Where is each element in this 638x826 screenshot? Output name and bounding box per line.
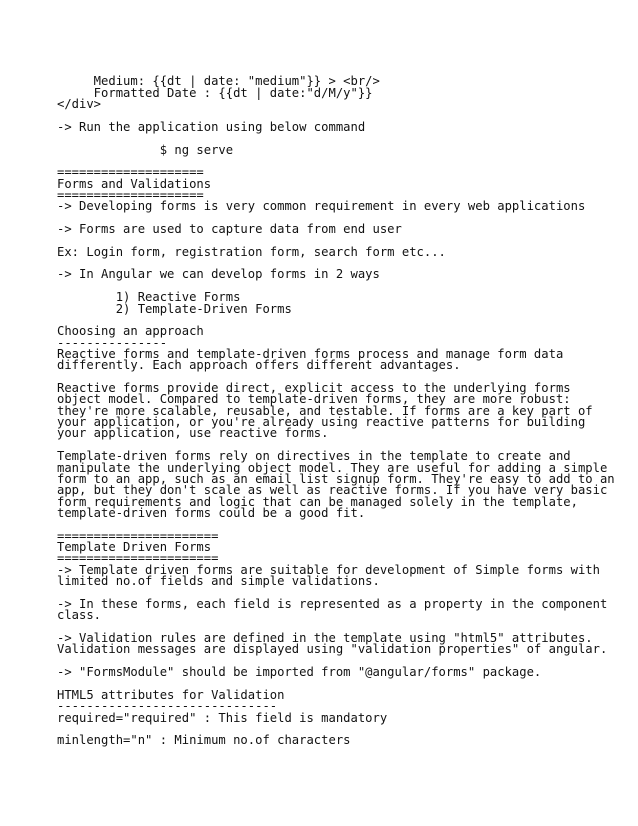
paragraph-line: differently. Each approach offers different advantages.	[57, 358, 461, 372]
code-line-close-div: </div>	[57, 97, 102, 111]
paragraph-line: Ex: Login form, registration form, search form etc...	[57, 245, 446, 259]
subheading-underline: ------------------------------	[57, 699, 278, 713]
paragraph-line: your application, or you're already using reactive patterns for building	[57, 415, 586, 429]
attribute-minlength-line: minlength="n" : Minimum no.of characters	[57, 733, 351, 747]
section-divider: ====================	[57, 165, 204, 179]
paragraph-line: Reactive forms provide direct, explicit access to the underlying forms	[57, 381, 571, 395]
paragraph-line: manipulate the underlying object model. They are useful for adding a simple	[57, 461, 608, 475]
paragraph-line: your application, use reactive forms.	[57, 426, 329, 440]
subheading-choosing-approach: Choosing an approach	[57, 324, 204, 338]
section-heading-forms-validations: Forms and Validations	[57, 177, 212, 191]
paragraph-line: limited no.of fields and simple validations.	[57, 574, 380, 588]
list-item-reactive-forms: 1) Reactive Forms	[57, 290, 241, 304]
attribute-required-line: required="required" : This field is mandatory	[57, 711, 388, 725]
subheading-underline: ---------------	[57, 336, 168, 350]
paragraph-line: object model. Compared to template-driven forms, they are more robust:	[57, 392, 571, 406]
paragraph-line: Reactive forms and template-driven forms process and manage form data	[57, 347, 564, 361]
paragraph-line: -> In Angular we can develop forms in 2 ways	[57, 267, 380, 281]
section-divider: ======================	[57, 529, 219, 543]
paragraph-line: -> Template driven forms are suitable for development of Simple forms with	[57, 563, 600, 577]
ng-serve-command: $ ng serve	[57, 143, 234, 157]
paragraph-line: Validation messages are displayed using "validation properties" of angular.	[57, 642, 608, 656]
list-item-template-driven-forms: 2) Template-Driven Forms	[57, 302, 292, 316]
paragraph-line: Template-driven forms rely on directives in the template to create and	[57, 449, 571, 463]
paragraph-line: template-driven forms could be a good fit.	[57, 506, 366, 520]
subheading-html5-attributes: HTML5 attributes for Validation	[57, 688, 285, 702]
paragraph-line: -> In these forms, each field is represented as a property in the component	[57, 597, 608, 611]
paragraph-line: class.	[57, 608, 102, 622]
paragraph-line: -> Validation rules are defined in the template using "html5" attributes.	[57, 631, 593, 645]
paragraph-line: app, but they don't scale as well as reactive forms. If you have very basic	[57, 483, 608, 497]
paragraph-line: form requirements and logic that can be managed solely in the template,	[57, 495, 578, 509]
paragraph-line: -> Forms are used to capture data from end user	[57, 222, 402, 236]
paragraph-line: form to an app, such as an email list signup form. They're easy to add to an	[57, 472, 615, 486]
paragraph-line: -> "FormsModule" should be imported from "@angular/forms" package.	[57, 665, 542, 679]
section-divider: ======================	[57, 551, 219, 565]
code-line-medium-date: Medium: {{dt | date: "medium"}} > <br/>	[57, 74, 380, 88]
paragraph-line: they're more scalable, reusable, and testable. If forms are a key part of	[57, 404, 593, 418]
run-application-line: -> Run the application using below command	[57, 120, 366, 134]
code-line-formatted-date: Formatted Date : {{dt | date:"d/M/y"}}	[57, 86, 373, 100]
section-heading-template-driven: Template Driven Forms	[57, 540, 212, 554]
paragraph-line: -> Developing forms is very common requirement in every web applications	[57, 199, 586, 213]
section-divider: ====================	[57, 188, 204, 202]
